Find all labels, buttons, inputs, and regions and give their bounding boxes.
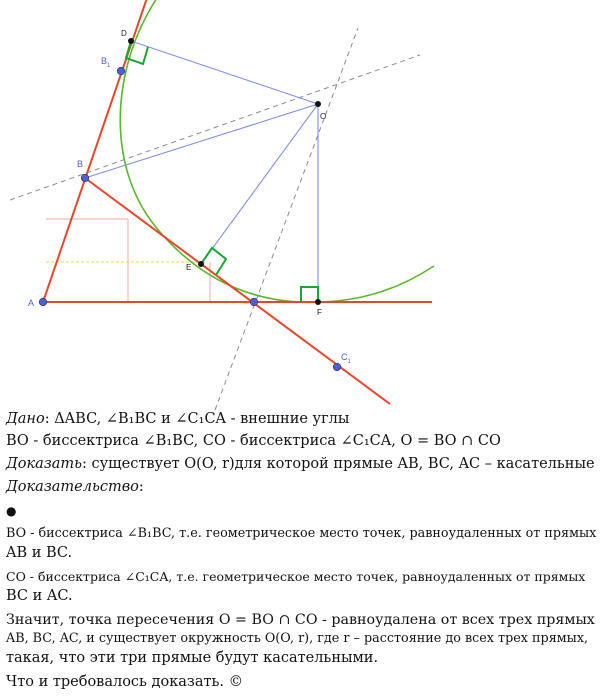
paragraph-2a: CO - биссектриса ∠C₁CA, т.е. геометрическое место точек, равноудаленных от прямых xyxy=(6,569,586,584)
paragraph-3c: такая, что эти три прямые будут касательными. xyxy=(6,650,379,666)
label-c1: $C_1$ xyxy=(341,352,351,365)
point-e xyxy=(198,261,204,267)
proof-label: Доказательство xyxy=(6,479,139,495)
point-f xyxy=(315,299,321,305)
helper-lines xyxy=(46,219,210,302)
paragraph-2b: BC и AC. xyxy=(6,588,73,604)
right-angle-f xyxy=(301,287,318,302)
perp-od xyxy=(131,41,318,104)
paragraph-3b: AB, BC, AC, и существует окружность O(O, r), где r – расстояние до всех трех прямых, xyxy=(6,631,589,646)
prove-label: Доказать xyxy=(6,456,83,472)
label-a: A xyxy=(28,298,35,308)
label-f: F xyxy=(317,308,322,317)
prove-line xyxy=(6,455,596,473)
point-labels xyxy=(28,56,352,365)
point-o xyxy=(315,101,321,107)
proof-colon: : xyxy=(138,479,144,495)
point-d xyxy=(128,38,134,44)
bisector-co xyxy=(215,28,358,410)
given-line-2: BO - биссектриса ∠B₁BC, CO - биссектриса ∠C₁CA, O = BO ∩ CO xyxy=(6,433,501,449)
paragraph-3a: Значит, точка пересечения O = BO ∩ CO - равноудалена от всех трех прямых xyxy=(6,612,595,628)
point-c xyxy=(250,298,258,306)
label-b: B xyxy=(77,159,84,169)
bullet: ● xyxy=(6,504,17,518)
label-d: D xyxy=(121,29,127,38)
incircle-arc xyxy=(120,0,434,302)
given-line xyxy=(6,410,596,428)
label-e: E xyxy=(186,263,192,272)
given-label: Дано xyxy=(6,411,45,427)
point-a xyxy=(39,298,47,306)
right-angle-marks xyxy=(126,41,318,302)
paragraph-1b: AB и BC. xyxy=(6,545,73,561)
paragraph-1a: BO - биссектриса ∠B₁BC, т.е. геометрическое место точек, равноудаленных от прямых xyxy=(6,526,597,541)
prove-rest: : существует O(O, r)для которой прямые AB, BC, AC – касательные xyxy=(82,456,595,472)
point-c1 xyxy=(333,363,341,371)
bisector-bo xyxy=(10,55,420,200)
given-rest: : ΔABC, ∠B₁BC и ∠C₁CA - внешние углы xyxy=(44,411,350,427)
line-bc xyxy=(85,178,390,404)
proof-text xyxy=(0,410,600,699)
points xyxy=(39,38,341,371)
point-b1 xyxy=(117,67,125,75)
label-o: O xyxy=(320,112,327,121)
paragraph-4: Что и требовалось доказать. © xyxy=(6,674,244,690)
perp-oe xyxy=(201,104,318,264)
label-b1: $B_1$ xyxy=(101,56,111,69)
line-ab xyxy=(43,0,147,302)
proof-heading xyxy=(6,478,596,496)
point-b xyxy=(81,174,89,182)
